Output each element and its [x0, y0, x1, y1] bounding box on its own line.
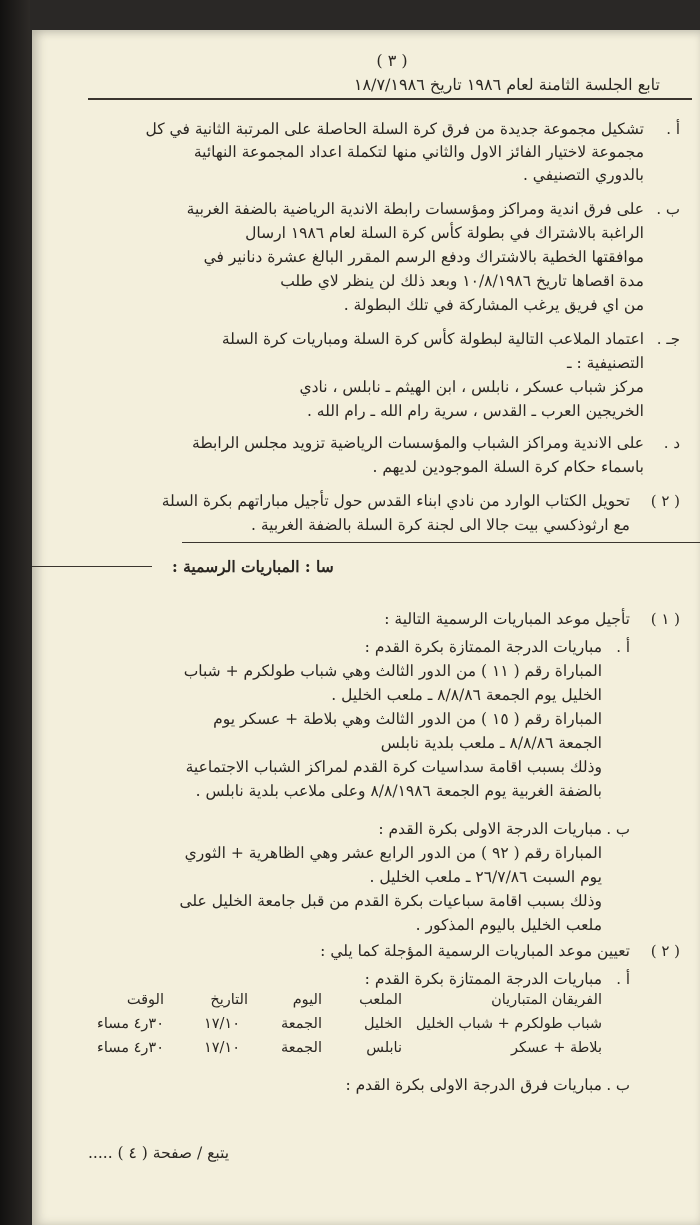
item-b-line-2: الراغبة بالاشتراك في بطولة كأس كرة السلة لعام ١٩٨٦ ارسال: [245, 224, 644, 242]
table-header-venue: الملعب: [359, 992, 402, 1008]
postpone-b-mark: ب .: [606, 820, 630, 838]
schedule-b-mark: ب .: [606, 1076, 630, 1094]
postpone-a-line-4: المباراة رقم ( ١٥ ) من الدور الثالث وهي بلاطة + عسكر يوم: [213, 710, 602, 728]
table-row-2-day: الجمعة: [281, 1040, 322, 1056]
section-rule: [182, 542, 700, 543]
item-2-line-1: تحويل الكتاب الوارد من نادي ابناء القدس حول تأجيل مباراتهم بكرة السلة: [161, 492, 630, 510]
item-a-line-3: بالدوري التصنيفي .: [522, 166, 644, 184]
schedule-mark: ( ٢ ): [650, 942, 680, 960]
item-a-line-2: مجموعة لاختيار الفائز الاول والثاني منها لتكملة اعداد المجموعة النهائية: [193, 143, 644, 161]
table-row-1-time: ٣٠ر٤ مساء: [97, 1016, 164, 1032]
postpone-a-mark: أ .: [616, 638, 630, 656]
page-number: ( ٣ ): [376, 51, 408, 70]
postpone-a-line-2: المباراة رقم ( ١١ ) من الدور الثالث وهي شباب طولكرم + شباب: [183, 662, 602, 680]
item-b-line-3: موافقتها الخطية بالاشتراك ودفع الرسم المقرر البالغ عشرة دنانير في: [203, 248, 644, 266]
item-c-line-3: مركز شباب عسكر ، نابلس ، ابن الهيثم ـ نابلس ، نادي: [299, 378, 644, 396]
item-c-line-2: التصنيفية : ـ: [567, 354, 644, 372]
item-d-line-1: على الاندية ومراكز الشباب والمؤسسات الرياضية تزويد مجلس الرابطة: [192, 434, 644, 452]
postpone-a-line-3: الخليل يوم الجمعة ٨/٨/٨٦ ـ ملعب الخليل .: [331, 686, 602, 704]
item-b-line-4: مدة اقصاها تاريخ ١٠/٨/١٩٨٦ وبعد ذلك لن ينظر لاي طلب: [280, 272, 644, 290]
section-rule-left: [32, 566, 152, 567]
table-row-1-venue: الخليل: [364, 1016, 402, 1032]
postpone-a-line-1: مباريات الدرجة الممتازة بكرة القدم :: [364, 638, 602, 656]
scan-dark-edge: [0, 0, 30, 1225]
postpone-a-line-6: وذلك بسبب اقامة سداسيات كرة القدم لمراكز الشباب الاجتماعية: [185, 758, 602, 776]
postpone-a-line-7: بالضفة الغربية يوم الجمعة ٨/٨/١٩٨٦ وعلى ملاعب بلدية نابلس .: [195, 782, 602, 800]
table-row-1-day: الجمعة: [281, 1016, 322, 1032]
header-rule: [88, 98, 692, 100]
item-2-line-2: مع ارثوذكسي بيت جالا الى لجنة كرة السلة بالضفة الغربية .: [251, 516, 630, 534]
schedule-a-mark: أ .: [616, 970, 630, 988]
schedule-a-title: مباريات الدرجة الممتازة بكرة القدم :: [364, 970, 602, 988]
table-header-time: الوقت: [126, 992, 164, 1008]
item-c-line-4: الخريجين العرب ـ القدس ، سرية رام الله ـ رام الله .: [306, 402, 644, 420]
postpone-b-line-5: ملعب الخليل باليوم المذكور .: [415, 916, 602, 934]
table-header-date: التاريخ: [210, 992, 248, 1008]
item-a-line-1: تشكيل مجموعة جديدة من فرق كرة السلة الحاصلة على المرتبة الثانية في كل: [145, 120, 644, 138]
page-header: تابع الجلسة الثامنة لعام ١٩٨٦ تاريخ ١٨/٧/١٩٨٦: [353, 75, 660, 94]
table-row-2-teams: بلاطة + عسكر: [511, 1040, 602, 1056]
item-b-line-1: على فرق اندية ومراكز ومؤسسات رابطة الاندية الرياضية بالضفة الغربية: [186, 200, 644, 218]
postpone-title: تأجيل موعد المباريات الرسمية التالية :: [384, 610, 630, 628]
section-heading: سا : المباريات الرسمية :: [172, 557, 334, 576]
item-d-line-2: باسماء حكام كرة السلة الموجودين لديهم .: [372, 458, 644, 476]
item-c-line-1: اعتماد الملاعب التالية لبطولة كأس كرة السلة ومباريات كرة السلة: [221, 330, 644, 348]
item-a-mark: أ .: [666, 120, 680, 138]
postpone-b-line-2: المباراة رقم ( ٩٢ ) من الدور الرابع عشر وهي الظاهرية + الثوري: [184, 844, 602, 862]
schedule-title: تعيين موعد المباريات الرسمية المؤجلة كما يلي :: [320, 942, 630, 960]
postpone-mark: ( ١ ): [650, 610, 680, 628]
table-row-2-venue: نابلس: [366, 1040, 402, 1056]
table-header-teams: الفريقان المتباريان: [491, 992, 602, 1008]
schedule-b-title: مباريات فرق الدرجة الاولى بكرة القدم :: [345, 1076, 602, 1094]
postpone-b-line-3: يوم السبت ٢٦/٧/٨٦ ـ ملعب الخليل .: [369, 868, 602, 886]
postpone-b-line-4: وذلك بسبب اقامة سباعيات بكرة القدم من قبل جامعة الخليل على: [179, 892, 602, 910]
postpone-b-line-1: مباريات الدرجة الاولى بكرة القدم :: [378, 820, 602, 838]
item-b-line-5: من اي فريق يرغب المشاركة في تلك البطولة .: [343, 296, 644, 314]
table-row-1-date: ١٧/١٠: [203, 1016, 240, 1032]
table-row-1-teams: شباب طولكرم + شباب الخليل: [415, 1016, 602, 1032]
item-2-mark: ( ٢ ): [650, 492, 680, 510]
page-footer: يتبع / صفحة ( ٤ ) .....: [88, 1144, 230, 1162]
item-c-mark: جـ .: [656, 330, 680, 348]
table-row-2-time: ٣٠ر٤ مساء: [97, 1040, 164, 1056]
item-b-mark: ب .: [656, 200, 680, 218]
item-d-mark: د .: [663, 434, 680, 452]
table-header-day: اليوم: [292, 992, 322, 1008]
postpone-a-line-5: الجمعة ٨/٨/٨٦ ـ ملعب بلدية نابلس: [380, 734, 602, 752]
document-page: [32, 30, 700, 1225]
table-row-2-date: ١٧/١٠: [203, 1040, 240, 1056]
